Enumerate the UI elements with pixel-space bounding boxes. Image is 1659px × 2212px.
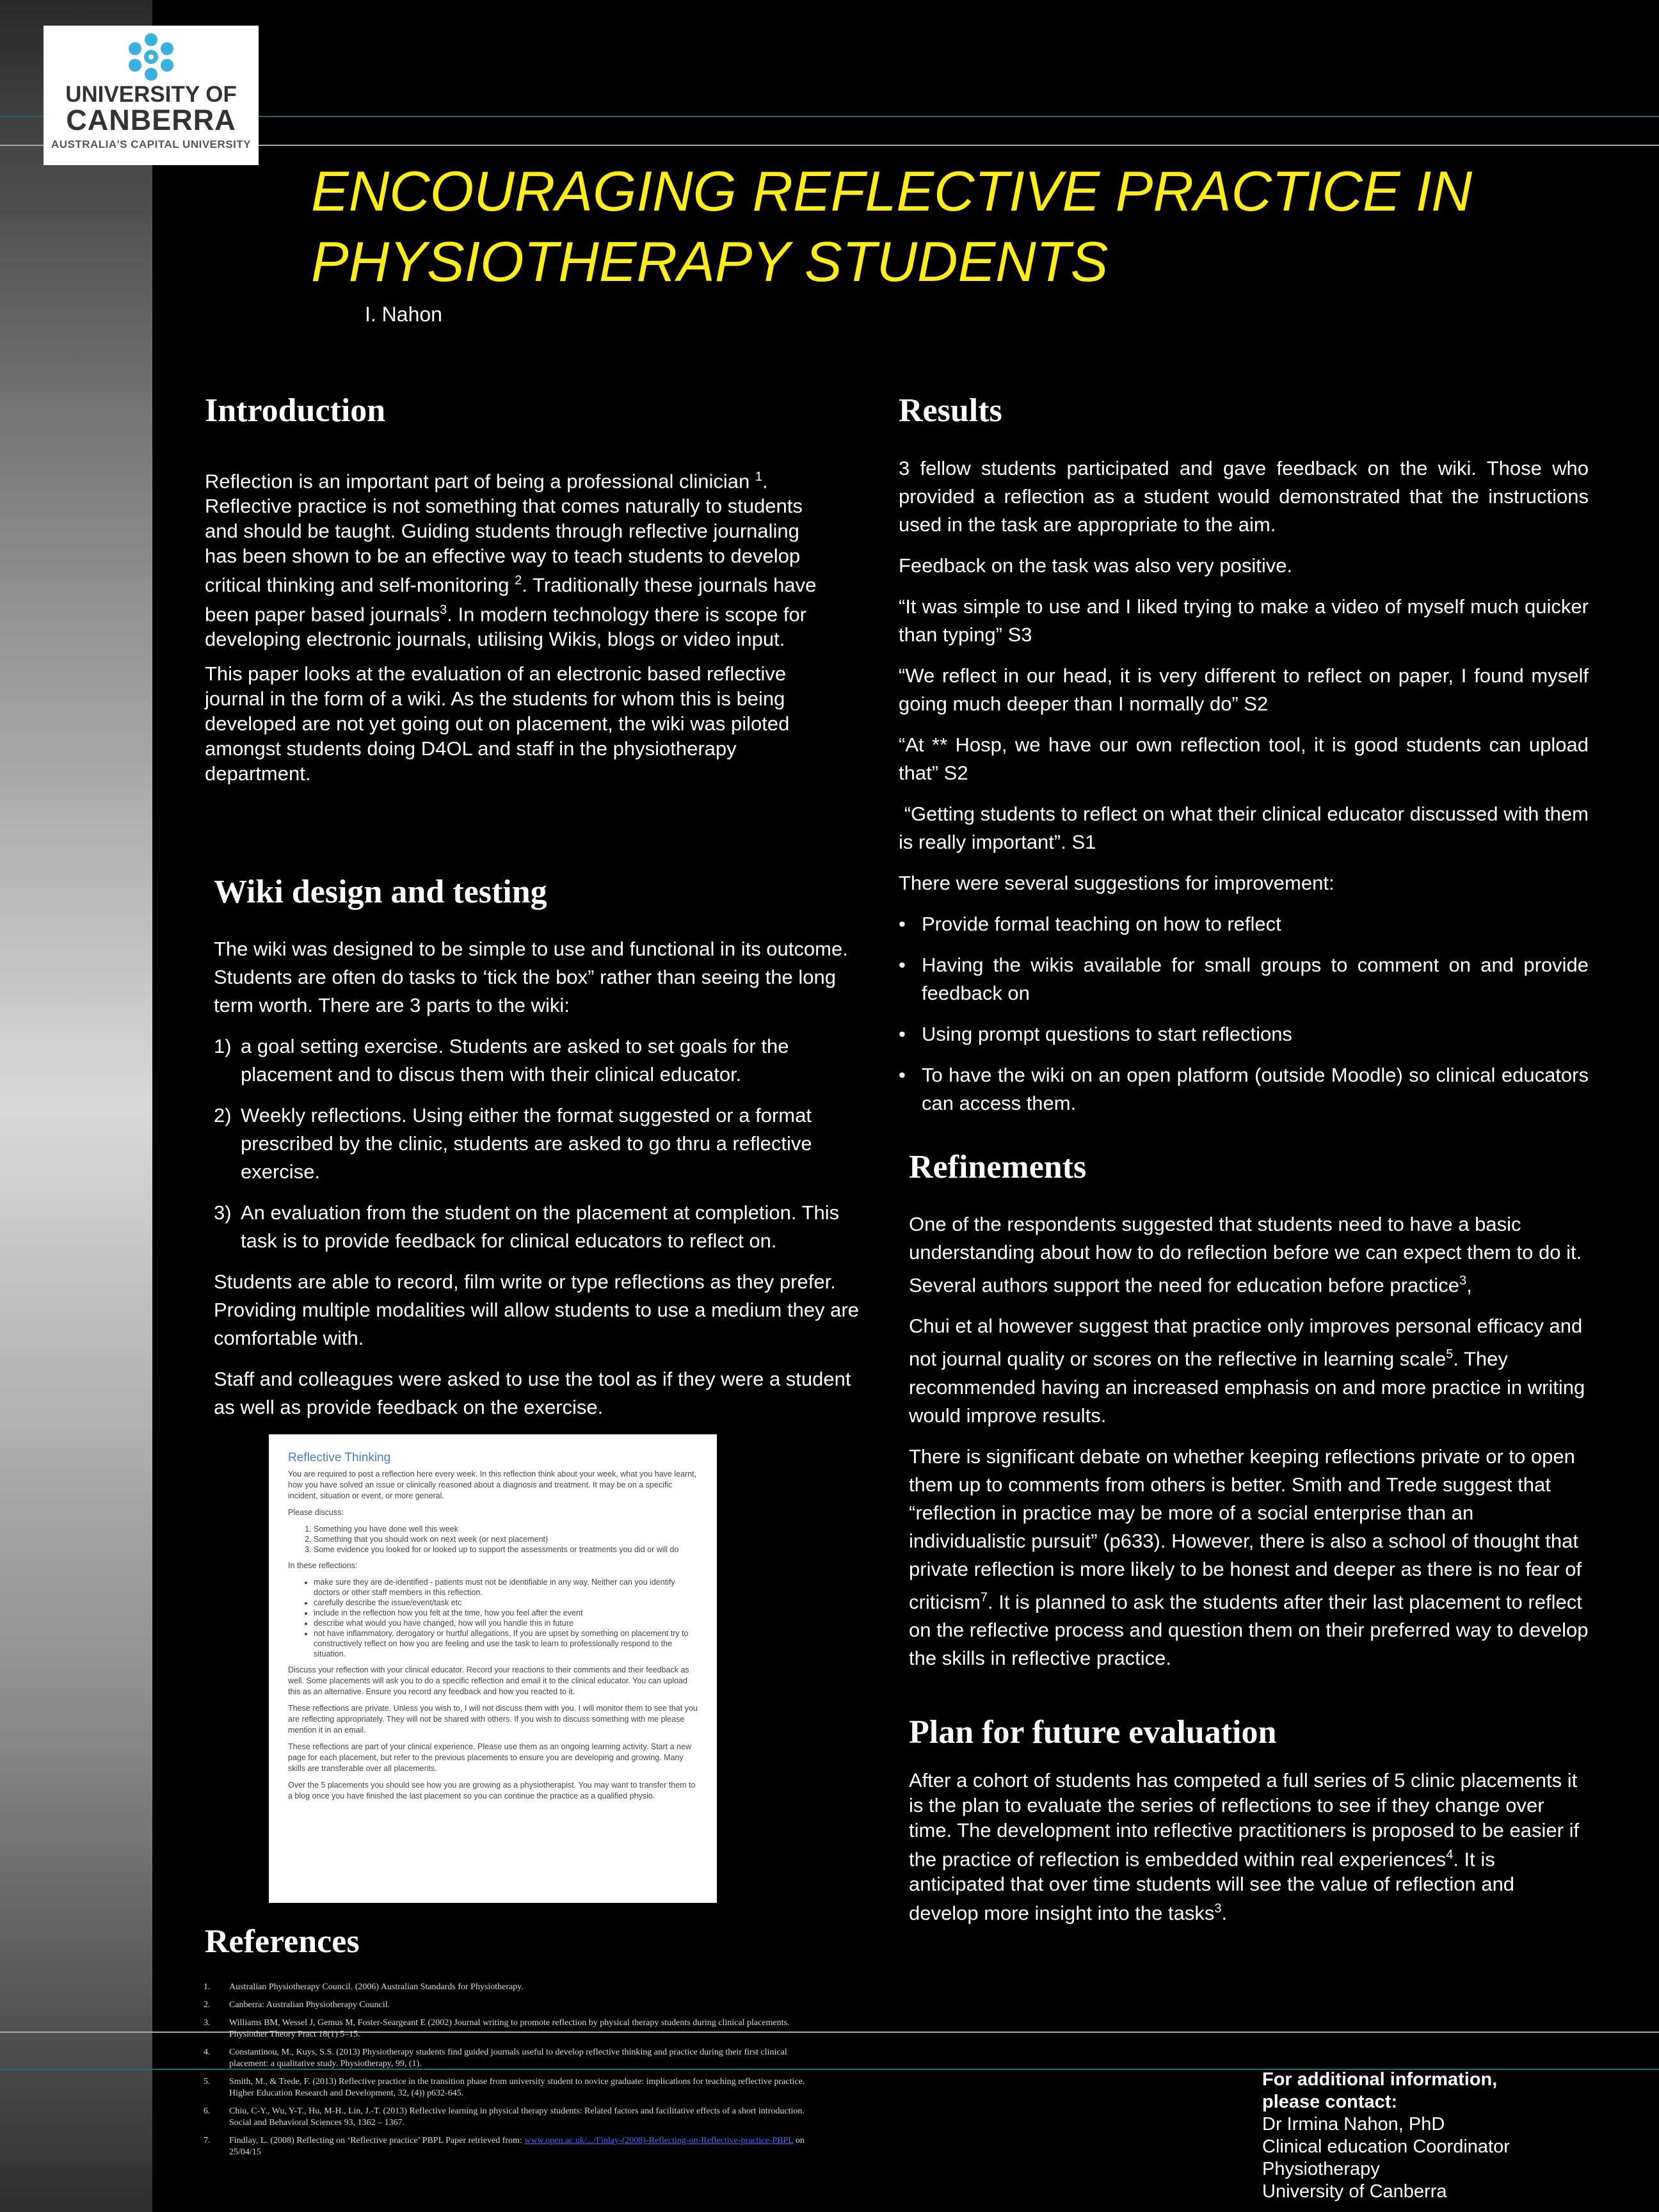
wiki-part-item: 1) a goal setting exercise. Students are asked to set goals for the placement and to discus them with their clinical educator. [214, 1035, 789, 1086]
screenshot-text: These reflections are part of your clinical experience. Please use them as an ongoing learning activity. Start a new page for each placement, but refer to the previous placements to ensure you are developing and growing. Many skills are transferable over all placements. [288, 1742, 691, 1773]
contact-dept: Physiotherapy [1262, 2159, 1380, 2179]
refinements-paragraph: There is significant debate on whether keeping reflections private or to open them up to comments from others is better. Smith and Trede suggest that “reflection in practice may be more of a social enterprise than an individualistic pursuit” (p633). However, there is also a school of thought that private reflection is more likely to be honest and deeper as there is no fear of criticism$^7$. It is planned to ask the students after their last placement to reflect on the reflective process and question them on their preferred way to develop the skills in reflective practice. [909, 1445, 1589, 1669]
reference-item: 2. Canberra: Australian Physiotherapy Council. [204, 2000, 390, 2010]
screenshot-list-item: • describe what would you have changed, how will you handle this in future [314, 1618, 698, 1628]
logo-line-1: UNIVERSITY OF [65, 82, 237, 107]
screenshot-list [301, 1524, 698, 1555]
screenshot-list-item: • carefully describe the issue/event/task etc [314, 1598, 698, 1608]
results-body [899, 454, 1594, 1130]
wiki-parts-list [214, 1032, 873, 1255]
screenshot-text: Discuss your reflection with your clinical educator. Record your reactions to their comments and their feedback as well. Some placements will ask you to do a specific reflection and email it to the clinical educator. You can upload this as an alternative. Ensure you record any feedback and how you reacted to it. [288, 1665, 689, 1696]
wiki-body [214, 935, 873, 1434]
results-heading: Results [899, 392, 1002, 429]
reference-item: 5. Smith, M., & Trede, F. (2013) Reflective practice in the transition phase from university student to novice graduate: implications for teaching reflective practice. Higher Education Research and Development, 32, (4)) p632-645. [204, 2077, 805, 2098]
suggestion-item: • Using prompt questions to start reflections [899, 1020, 1589, 1048]
screenshot-list-item: • make sure they are de-identified - patients must not be identifiable in any way. Neither can you identify doctors or other staff members in this reflection. [314, 1577, 698, 1598]
logo-tagline: AUSTRALIA'S CAPITAL UNIVERSITY [51, 138, 252, 150]
logo-line-2: CANBERRA [66, 104, 236, 136]
reference-item: 3. Williams BM, Wessel J, Gemus M, Foster-Seargeant E (2002) Journal writing to promote reflection by physical therapy students during clinical placements. Physiother Theory Pract 18(1) 5–15. [204, 2018, 790, 2039]
results-paragraph: 3 fellow students participated and gave feedback on the wiki. Those who provided a reflection as a student would demonstrated that the instructions used in the task are appropriate to the aim. [899, 457, 1589, 536]
results-quote: “At ** Hosp, we have our own reflection tool, it is good students can upload that” S2 [899, 733, 1589, 784]
screenshot-text: These reflections are private. Unless you wish to, I will not discuss them with you. I will monitor them to see that you are reflecting appropriately. They will not be shared with others. If you wish to discuss something with me please mention it in an email. [288, 1704, 698, 1735]
contact-info [1262, 2069, 1531, 2203]
screenshot-list-item: 1. Something you have done well this week [314, 1524, 698, 1534]
reference-item: 1. Australian Physiotherapy Council. (2006) Australian Standards for Physiotherapy. [204, 1982, 524, 1992]
reflective-thinking-screenshot [269, 1434, 717, 1903]
contact-line-2: please contact: [1262, 2092, 1398, 2112]
suggestion-item: • Provide formal teaching on how to reflect [899, 910, 1589, 938]
title-line-2: PHYSIOTHERAPY STUDENTS [311, 230, 1109, 293]
introduction-heading: Introduction [205, 392, 386, 429]
wiki-part-item: 2) Weekly reflections. Using either the format suggested or a format prescribed by the clinic, students are asked to go thru a reflective exercise. [214, 1104, 812, 1183]
references-heading: References [205, 1923, 360, 1960]
wiki-heading: Wiki design and testing [214, 874, 547, 910]
wiki-paragraph-1: The wiki was designed to be simple to use and functional in its outcome. Students are often do tasks to ‘tick the box” rather than seeing the long term worth. There are 3 parts to the wiki: [214, 938, 848, 1016]
introduction-paragraph-1: Reflection is an important part of being a professional clinician $^1$. Reflective practice is not something that comes naturally to students and should be taught. Guiding students through reflective journaling has been shown to be an effective way to teach students to develop critical thinking and self-monitoring $^2$. Traditionally these journals have been paper based journals$^3$. In modern technology there is scope for developing electronic journals, utilising Wikis, blogs or video input. [205, 470, 817, 650]
contact-role: Clinical education Coordinator [1262, 2136, 1510, 2157]
contact-name: Dr Irmina Nahon, PhD [1262, 2114, 1445, 2135]
screenshot-text: You are required to post a reflection here every week. In this reflection think about your week, what you have learnt, how you have solved an issue or clinically reasoned about a diagnosis and treatment. It may be on a specific incident, situation or event, or more general. [288, 1470, 697, 1500]
reference-link[interactable]: www.open.ac.uk/.../Finlay-(2008)-Reflecting-on-Reflective-practice-PBPL [524, 2136, 794, 2145]
introduction-body [205, 465, 832, 796]
screenshot-text: Please discuss: [288, 1508, 344, 1517]
university-logo [44, 26, 259, 165]
results-paragraph: Feedback on the task was also very positive. [899, 554, 1293, 577]
title-line-1: ENCOURAGING REFLECTIVE PRACTICE IN [311, 159, 1473, 223]
suggestion-item: • Having the wikis available for small groups to comment on and provide feedback on [899, 951, 1589, 1007]
results-quote: “Getting students to reflect on what their clinical educator discussed with them is really important”. S1 [899, 803, 1594, 853]
results-quote: “It was simple to use and I liked trying to make a video of myself much quicker than typing” S3 [899, 595, 1589, 646]
university-of-canberra-logo-icon [124, 32, 179, 82]
reference-item: 7. Findlay, L. (2008) Reflecting on ‘Reflective practice’ PBPL Paper retrieved from: www.open.ac.uk/.../Finlay-(2008)-Reflecting-on-Reflective-practice-PBPL on 25/04/15 [204, 2136, 805, 2157]
refinements-body [909, 1210, 1589, 1685]
poster-title [311, 156, 1559, 297]
reference-item: 4. Constantinou, M., Kuys, S.S. (2013) Physiotherapy students find guided journals useful to develop reflective thinking and practice during their first clinical placement: a qualitative study. Physiotherapy, 99, (1). [204, 2048, 787, 2069]
plan-body [909, 1768, 1589, 1936]
screenshot-list-item: • not have inflammatory, derogatory or hurtful allegations. If you are upset by something on placement try to constructively reflect on how you are feeling and use the task to learn to professionally respond to the situation. [314, 1628, 698, 1659]
wiki-paragraph-3: Staff and colleagues were asked to use the tool as if they were a student as well as provide feedback on the exercise. [214, 1368, 851, 1418]
screenshot-list-item: • include in the reflection how you felt at the time, how you feel after the event [314, 1608, 698, 1618]
reference-item: 6. Chiu, C-Y., Wu, Y-T., Hu, M-H., Lin, J.-T. (2013) Reflective learning in physical therapy students: Related factors and facilitative effects of a short introduction. Social and Behavioral Sciences 93, 1362 – 1367. [204, 2106, 805, 2128]
references-list [204, 1982, 818, 2165]
refinements-heading: Refinements [909, 1149, 1087, 1185]
sidebar-gradient [0, 0, 152, 2212]
contact-line-1: For additional information, [1262, 2069, 1498, 2090]
introduction-paragraph-2: This paper looks at the evaluation of an electronic based reflective journal in the form of a wiki. As the students for whom this is being developed are not yet going out on placement, the wiki was piloted amongst students doing D4OL and staff in the physiotherapy department. [205, 662, 790, 785]
screenshot-text: Over the 5 placements you should see how you are growing as a physiotherapist. You may want to transfer them to a blog once you have finished the last placement so you can continue the practice as a qualified physio. [288, 1781, 696, 1800]
suggestions-list [899, 910, 1589, 1118]
wiki-part-item: 3) An evaluation from the student on the placement at completion. This task is to provide feedback for clinical educators to reflect on. [214, 1201, 840, 1252]
contact-org: University of Canberra [1262, 2181, 1447, 2202]
results-paragraph: There were several suggestions for improvement: [899, 872, 1334, 894]
author-name: I. Nahon [365, 303, 442, 326]
plan-heading: Plan for future evaluation [909, 1714, 1277, 1751]
refinements-paragraph: Chui et al however suggest that practice only improves personal efficacy and not journal quality or scores on the reflective in learning scale$^5$. They recommended having an increased emphasis on and more practice in writing would improve results. [909, 1315, 1585, 1427]
results-quote: “We reflect in our head, it is very different to reflect on paper, I found myself going much deeper than I normally do” S2 [899, 664, 1589, 715]
screenshot-title: Reflective Thinking [288, 1451, 391, 1464]
plan-paragraph: After a cohort of students has competed a full series of 5 clinic placements it is the plan to evaluate the series of reflections to see if they change over time. The development into reflective practitioners is proposed to be easier if the practice of reflection is embedded within real experiences$^4$. It is anticipated that over time students will see the value of reflection and develop more insight into the tasks$^3$. [909, 1769, 1580, 1925]
suggestion-item: • To have the wiki on an open platform (outside Moodle) so clinical educators can access them. [899, 1061, 1589, 1118]
screenshot-list-item: 2. Something that you should work on next week (or next placement) [314, 1534, 698, 1544]
screenshot-list [301, 1577, 698, 1659]
refinements-paragraph: One of the respondents suggested that students need to have a basic understanding about how to do reflection before we can expect them to do it. Several authors support the need for education before practice$^3$, [909, 1213, 1582, 1297]
screenshot-list-item: 3. Some evidence you looked for or looked up to support the assessments or treatments you did or will do [314, 1544, 698, 1555]
screenshot-text: In these reflections: [288, 1561, 358, 1570]
wiki-paragraph-2: Students are able to record, film write or type reflections as they prefer. Providing multiple modalities will allow students to use a medium they are comfortable with. [214, 1270, 859, 1349]
